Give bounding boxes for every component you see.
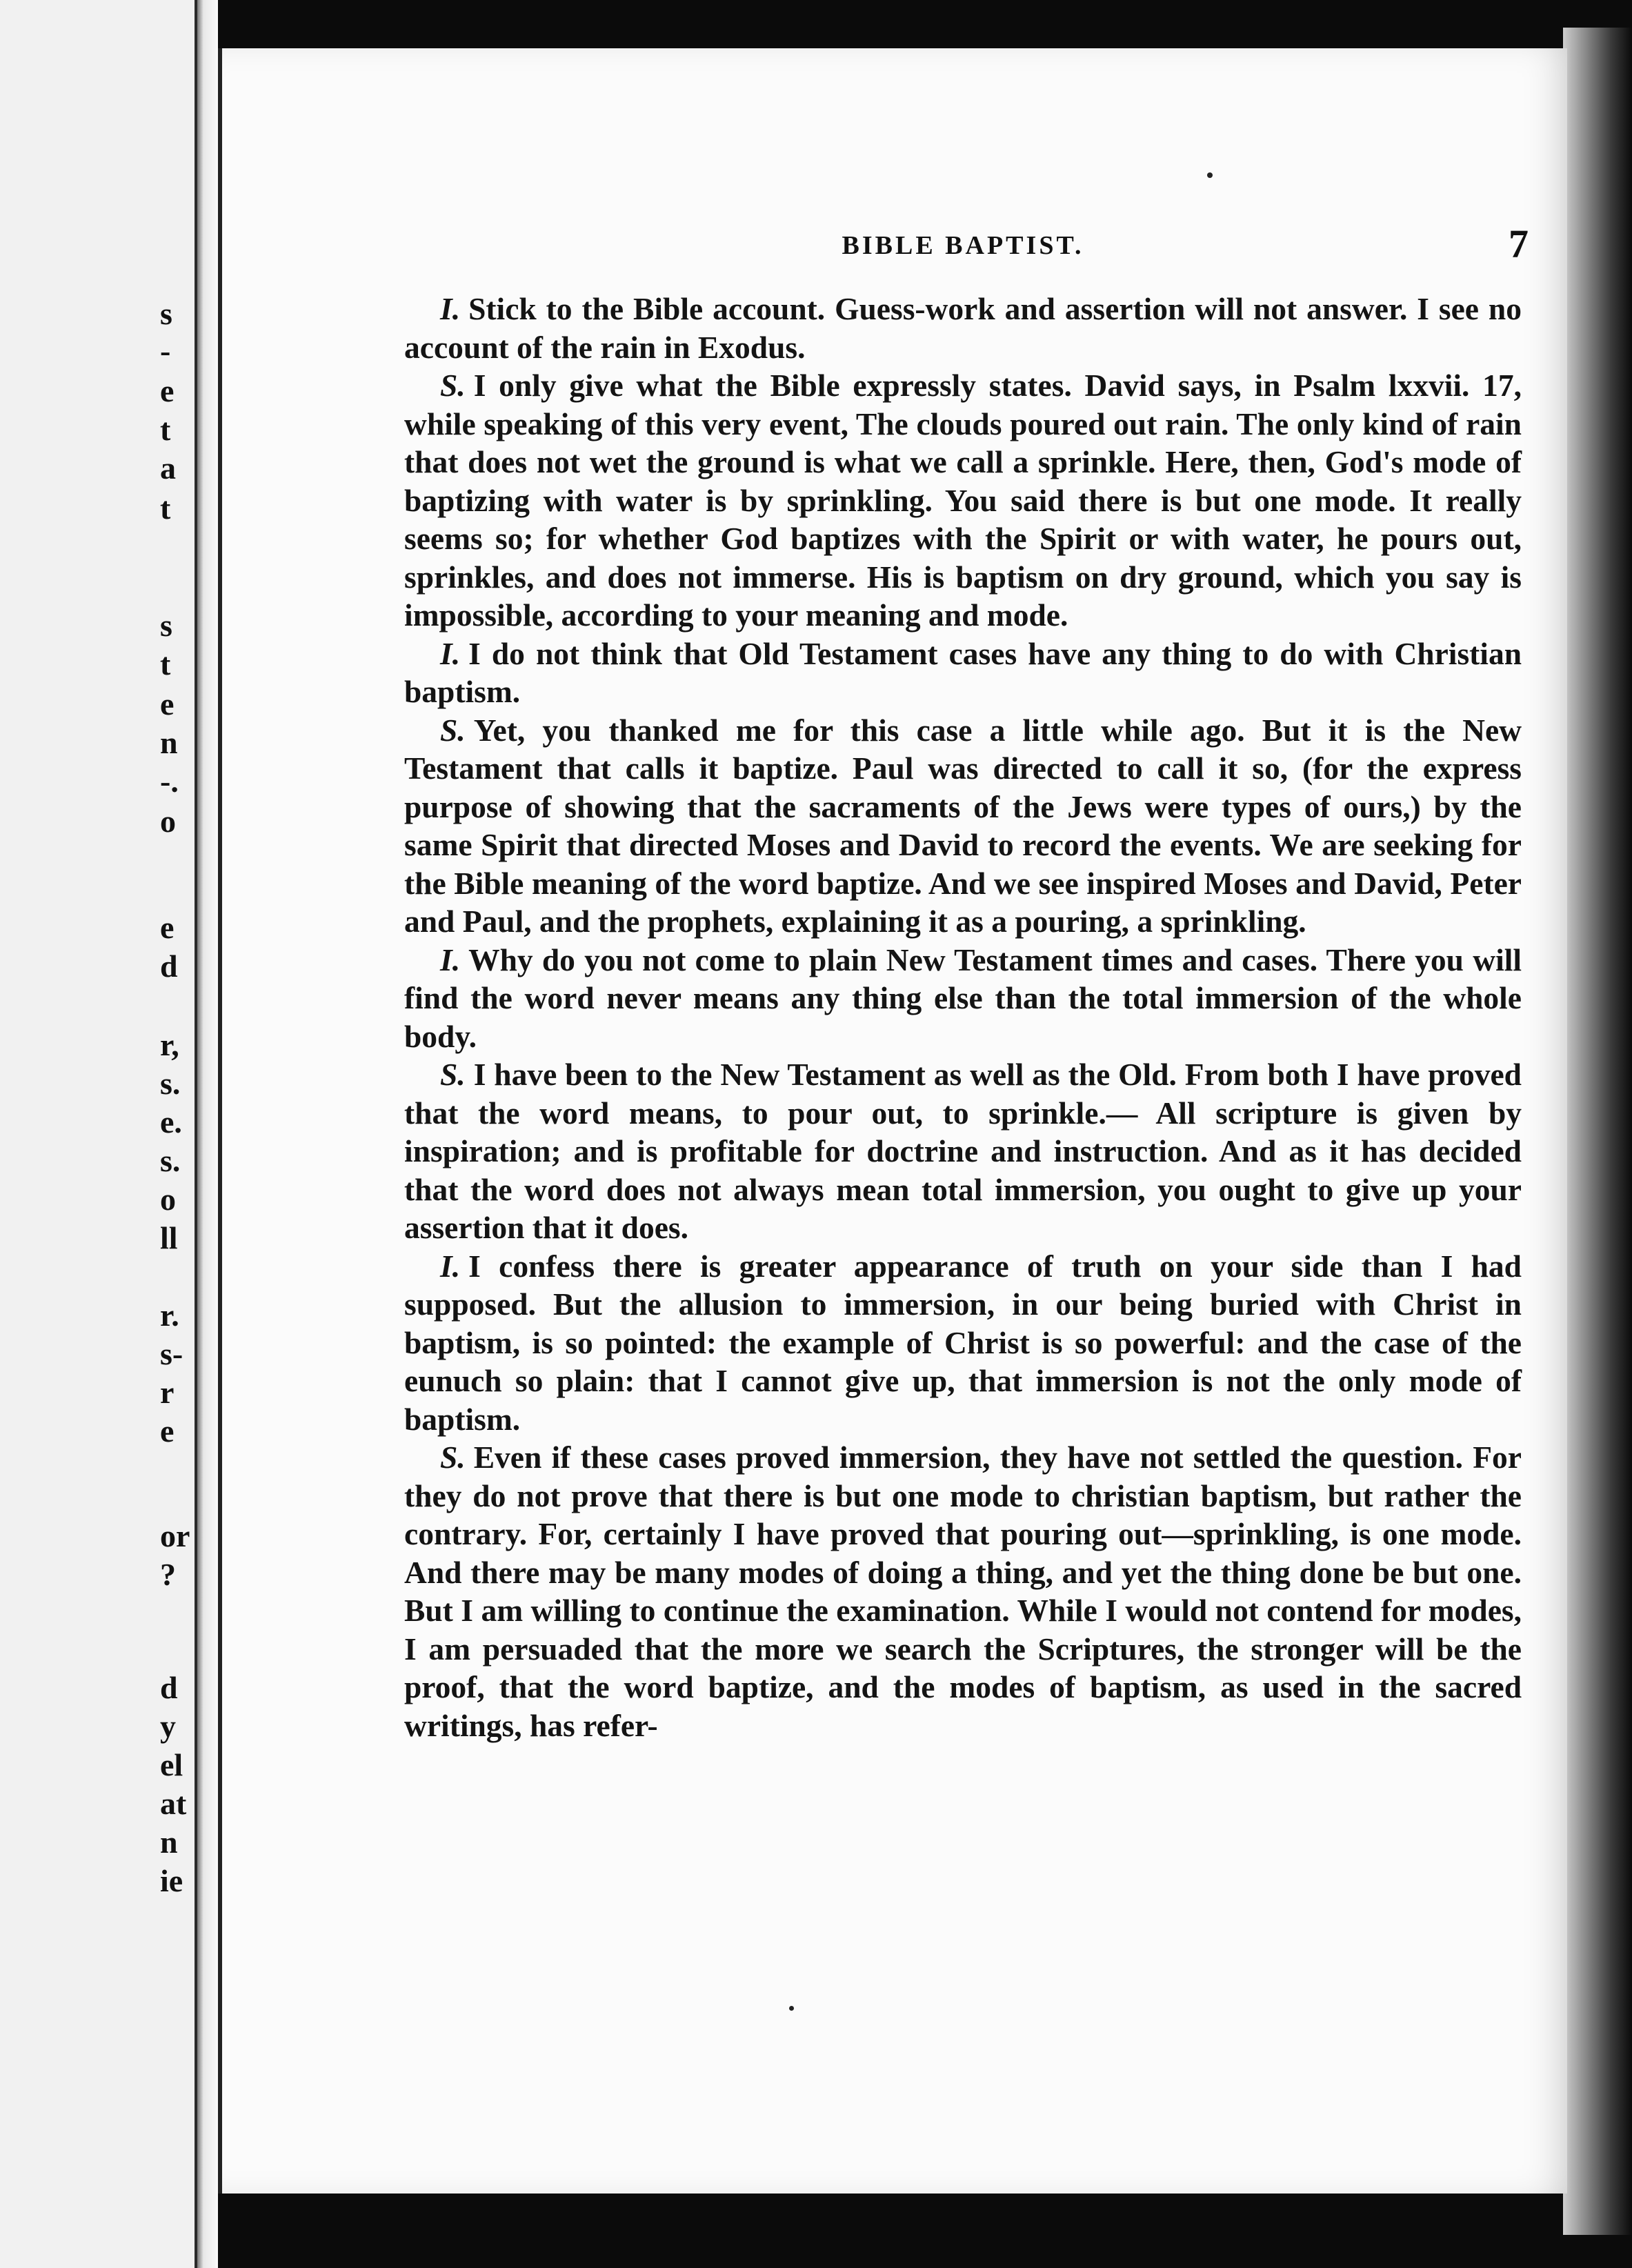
paragraph-text: Even if these cases proved immersion, they have not settled the question. For they do not prove that there is but one mode to christian baptism, but rather the contrary. For, certainly I have proved that pouring out—sprinkling, is one mode. And there may be many modes of doing a thing, and yet the thing done be but one. But I am willing to continue the examination. While I would not contend for modes, I am persuaded that the more we search the Scriptures, the stronger will be the proof, that the word baptize, and the modes of baptism, as used in the sacred writings, has refer- (404, 1440, 1522, 1743)
line-ending: t (160, 490, 171, 526)
line-ending: d (160, 948, 178, 984)
line-ending: ie (160, 1863, 183, 1898)
line-ending: n (160, 1824, 178, 1860)
speaker-label: S. (440, 1057, 466, 1092)
previous-page-fragment (0, 0, 197, 2268)
paragraph-text: Why do you not come to plain New Testament times and cases. There you will find the word never means any thing else than the total immersion of the whole body. (404, 942, 1522, 1054)
line-ending: d (160, 1670, 178, 1705)
line-ending: el (160, 1747, 183, 1782)
dialogue-paragraph (404, 1055, 1522, 1247)
line-ending: a (160, 450, 176, 486)
line-ending: r. (160, 1297, 179, 1333)
line-ending: s. (160, 1143, 181, 1178)
line-ending: at (160, 1786, 187, 1821)
line-ending: r, (160, 1027, 179, 1062)
line-ending: -. (160, 764, 179, 799)
line-ending: s (160, 608, 172, 643)
paragraph-text: I have been to the New Testament as well as the Old. From both I have proved that the word means, to pour out, to sprinkle.— All scripture is given by inspiration; and is profitable for doctrine and instruction. And as it has decided that the word does not always mean total immersion, you ought to give up your assertion that it does. (404, 1057, 1522, 1245)
paragraph-text: I confess there is greater appearance of truth on your side than I had supposed. But the allusion to immersion, in our being buried with Christ in baptism, is so pointed: the example of Christ is so powerful: and the case of the eunuch so plain: that I cannot give up, that immersion is not the only mode of baptism. (404, 1248, 1522, 1437)
line-ending: e (160, 910, 175, 945)
dialogue-paragraph (404, 941, 1522, 1056)
line-ending: o (160, 1182, 176, 1217)
body-text (404, 290, 1522, 1744)
page-header (397, 221, 1529, 269)
line-ending: t (160, 646, 171, 682)
paragraph-text: I only give what the Bible expressly states. David says, in Psalm lxxvii. 17, while speaking of this very event, The clouds poured out rain. The only kind of rain that does not wet the ground is what we call a sprinkle. Here, then, God's mode of baptizing with water is by sprinkling. You said there is but one mode. It really seems so; for whether God baptizes with the Spirit or with water, he pours out, sprinkles, and does not immerse. His is baptism on dry ground, which you say is impossible, according to your meaning and mode. (404, 368, 1522, 633)
line-ending: t (160, 412, 171, 447)
line-ending: s (160, 296, 172, 331)
line-ending: s. (160, 1066, 181, 1101)
line-ending: - (160, 333, 171, 368)
page-number: 7 (1509, 221, 1529, 266)
paragraph-text: Stick to the Bible account. Guess-work and assertion will not answer. I see no account of the rain in Exodus. (404, 291, 1522, 365)
paragraph-text: I do not think that Old Testament cases have any thing to do with Christian baptism. (404, 635, 1522, 709)
dialogue-paragraph (404, 1247, 1522, 1439)
line-ending: n (160, 725, 178, 760)
speaker-label: I. (440, 635, 461, 671)
speaker-label: S. (440, 368, 466, 403)
ink-speck (1207, 172, 1213, 178)
line-ending: e (160, 1413, 175, 1449)
speaker-label: S. (440, 1440, 466, 1475)
running-head: BIBLE BAPTIST. (842, 231, 1084, 260)
dialogue-paragraph (404, 711, 1522, 941)
dialogue-paragraph (404, 1438, 1522, 1744)
previous-page-line-endings (160, 0, 195, 2268)
line-ending: e (160, 373, 175, 408)
dialogue-paragraph (404, 366, 1522, 635)
speaker-label: I. (440, 942, 461, 977)
paragraph-text: Yet, you thanked me for this case a little while ago. But it is the New Testament that calls it baptize. Paul was directed to call it so, (for the express purpose of showing that the sacraments of the Jews were types of ours,) by the same Spirit that directed Moses and David to record the events. We are seeking for the Bible meaning of the word baptize. And we see inspired Moses and David, Peter and Paul, and the prophets, explaining it as a pouring, a sprinkling. (404, 712, 1522, 939)
page-edge-shadow (1563, 28, 1632, 2235)
line-ending: ll (160, 1220, 178, 1255)
line-ending: s- (160, 1336, 183, 1371)
book-gutter (197, 0, 218, 2268)
line-ending: e. (160, 1104, 182, 1140)
speaker-label: S. (440, 712, 466, 748)
line-ending: e (160, 686, 175, 722)
dialogue-paragraph (404, 635, 1522, 711)
line-ending: o (160, 804, 176, 839)
dialogue-paragraph (404, 290, 1522, 366)
ink-speck (789, 2006, 794, 2011)
line-ending: y (160, 1709, 176, 1744)
line-ending: or (160, 1518, 190, 1553)
line-ending: ? (160, 1557, 176, 1592)
line-ending: r (160, 1375, 175, 1410)
speaker-label: I. (440, 291, 461, 326)
speaker-label: I. (440, 1248, 461, 1284)
book-page (218, 48, 1567, 2194)
